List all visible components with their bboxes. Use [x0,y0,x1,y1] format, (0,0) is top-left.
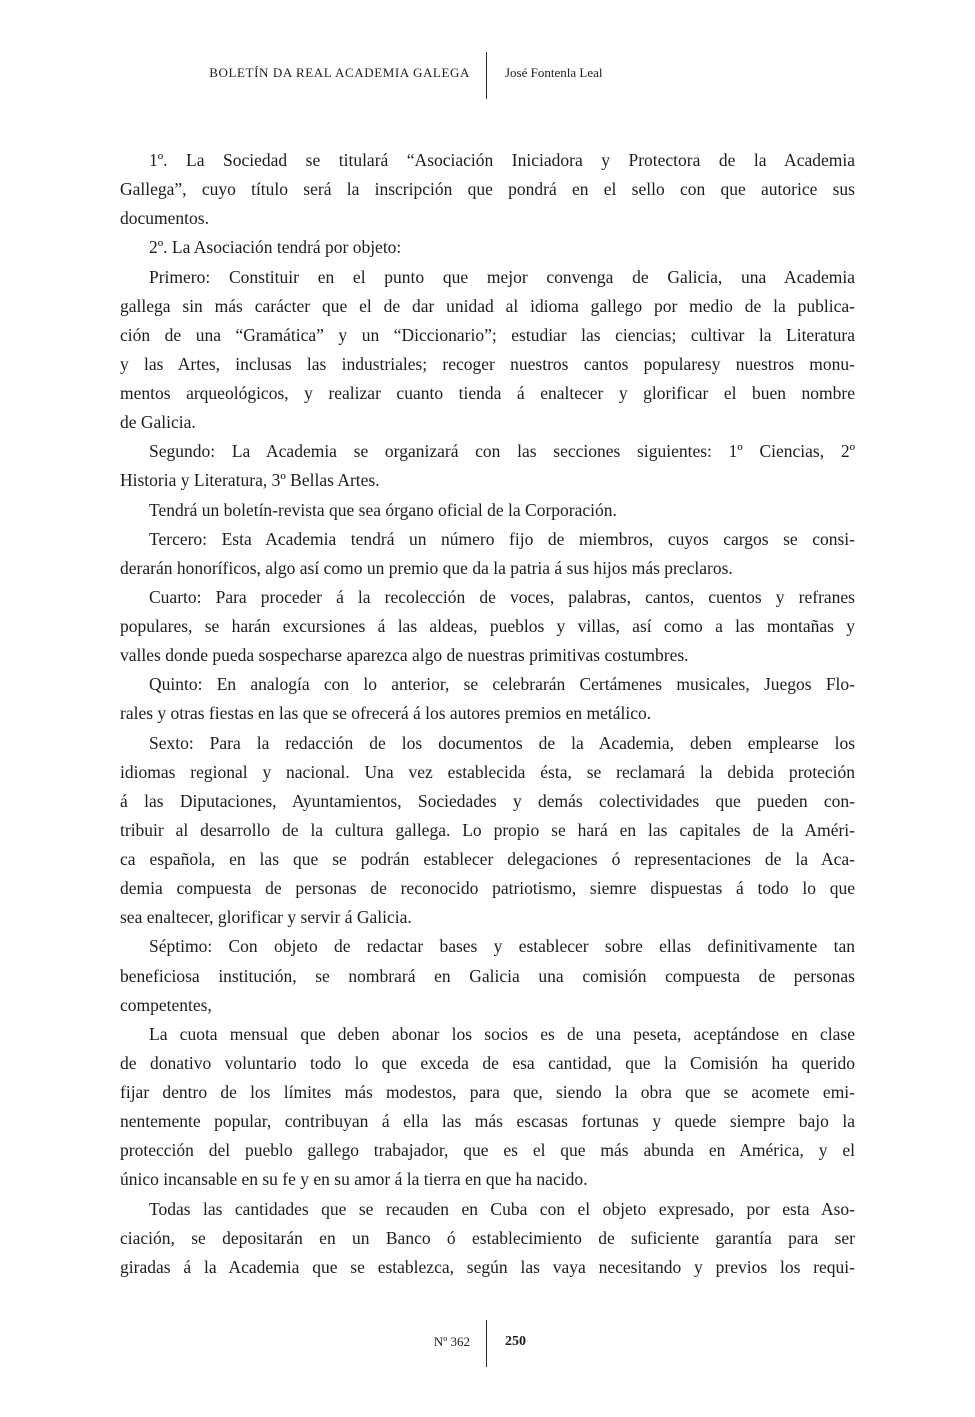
text-line: fijar dentro de los límites más modestos, para que, siendo la obra que se acomete emi- [120,1082,855,1102]
text-line: único incansable en su fe y en su amor á la tierra en que ha nacido. [120,1169,588,1190]
text-line: 2º. La Asociación tendrá por objeto: [149,237,402,258]
text-line: nentemente popular, contribuyan á ella las más escasas fortunas y quede siempre bajo la [120,1111,855,1132]
text-line: idiomas regional y nacional. Una vez establecida ésta, se reclamará la debida proteción [120,761,855,782]
text-line: Cuarto: Para proceder á la recolección de voces, palabras, cantos, cuentos y refranes [149,586,855,607]
running-footer [0,1320,975,1367]
text-line: La cuota mensual que deben abonar los socios es de una peseta, aceptándose en clase [149,1023,855,1044]
text-line: de donativo voluntario todo lo que exceda de esa cantidad, que la Comisión ha querido [120,1052,855,1073]
article-body [120,146,855,1282]
journal-title: BOLETÍN DA REAL ACADEMIA GALEGA [209,65,470,80]
paragraph-3 [120,263,855,438]
text-line: Tercero: Esta Academia tendrá un número fijo de miembros, cuyos cargos se consi- [149,528,855,549]
paragraph-2 [120,233,855,262]
text-line: ción de una “Gramática” y un “Diccionario”; estudiar las ciencias; cultivar la Literatura [120,324,855,345]
text-line: beneficiosa institución, se nombrará en Galicia una comisión compuesta de personas [120,965,855,986]
paragraph-9 [120,729,855,933]
text-line: giradas á la Academia que se establezca, según las vaya necesitando y previos los requi- [120,1256,855,1277]
text-line: ca española, en las que se podrán establecer delegaciones ó representaciones de la Aca- [120,849,855,869]
text-line: Historia y Literatura, 3º Bellas Artes. [120,470,380,491]
paragraph-5 [120,496,855,525]
page-number: 250 [505,1334,526,1349]
text-line: tribuir al desarrollo de la cultura gallega. Lo propio se hará en las capitales de la Améri- [120,819,855,840]
text-line: Quinto: En analogía con lo anterior, se celebrarán Certámenes musicales, Juegos Flo- [149,674,855,695]
paragraph-8 [120,670,855,728]
text-line: populares, se harán excursiones á las aldeas, pueblos y villas, así como a las montañas y [120,616,855,636]
text-line: protección del pueblo gallego trabajador, que es el que más abunda en América, y el [120,1140,855,1161]
text-line: Segundo: La Academia se organizará con las secciones siguientes: 1º Ciencias, 2º [149,441,855,462]
text-line: mentos arqueológicos, y realizar cuanto tienda á enaltecer y glorificar el buen nombre [120,383,855,403]
text-line: Primero: Constituir en el punto que mejor convenga de Galicia, una Academia [149,266,855,287]
text-line: demia compuesta de personas de reconocido patriotismo, siemre dispuestas á todo lo que [120,878,855,899]
text-line: y las Artes, inclusas las industriales; recoger nuestros cantos popularesy nuestros monu- [120,353,855,374]
issue-number: Nº 362 [433,1334,470,1349]
text-line: valles donde pueda sospecharse aparezca algo de nuestras primitivas costumbres. [120,645,689,666]
article-author: José Fontenla Leal [505,65,603,80]
paragraph-10 [120,932,855,1019]
text-line: ciación, se depositarán en un Banco ó establecimiento de suficiente garantía para ser [120,1227,855,1248]
text-line: de Galicia. [120,412,196,433]
text-line: á las Diputaciones, Ayuntamientos, Sociedades y demás colectividades que pueden con- [120,790,855,811]
running-header [0,52,975,99]
text-line: rales y otras fiestas en las que se ofrecerá á los autores premios en metálico. [120,703,652,724]
text-line: Todas las cantidades que se recauden en Cuba con el objeto expresado, por esta Aso- [149,1198,855,1219]
footer-divider [486,1320,487,1367]
paragraph-12 [120,1195,855,1282]
header-divider [486,52,487,99]
text-line: documentos. [120,208,209,229]
text-line: Sexto: Para la redacción de los documentos de la Academia, deben emplearse los [149,732,855,753]
paragraph-11 [120,1020,855,1195]
text-line: Gallega”, cuyo título será la inscripción que pondrá en el sello con que autorice sus [120,179,855,200]
text-line: Tendrá un boletín-revista que sea órgano oficial de la Corporación. [149,499,617,520]
text-line: 1º. La Sociedad se titulará “Asociación Iniciadora y Protectora de la Academia [149,150,855,170]
text-line: competentes, [120,994,212,1015]
text-line: gallega sin más carácter que el de dar unidad al idioma gallego por medio de la publica- [120,295,855,316]
paragraph-4 [120,437,855,495]
text-line: sea enaltecer, glorificar y servir á Galicia. [120,907,412,928]
paragraph-7 [120,583,855,670]
paragraph-6 [120,525,855,583]
text-line: Séptimo: Con objeto de redactar bases y establecer sobre ellas definitivamente tan [149,936,855,957]
text-line: derarán honoríficos, algo así como un premio que da la patria á sus hijos más preclaros. [120,557,733,578]
paragraph-1 [120,146,855,233]
